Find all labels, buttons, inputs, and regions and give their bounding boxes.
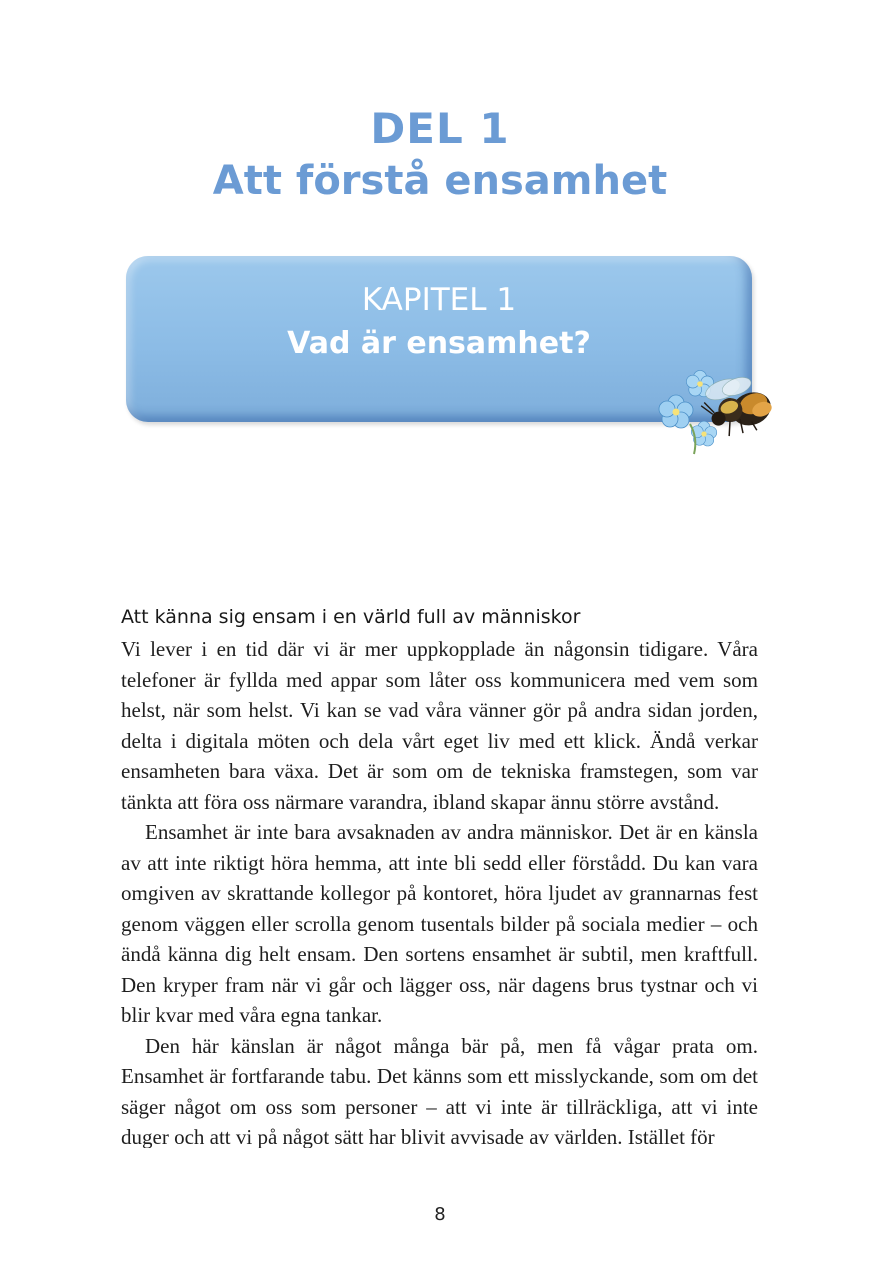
paragraph: Vi lever i en tid där vi är mer uppkopplade än någonsin tidigare. Våra telefoner är fyllda med appar som låter oss kommunicera med vem som helst, när som helst. Vi kan se vad våra vänner gör på andra sidan jorden, delta i digitala möten och dela vårt eget liv med ett klick. Ändå verkar ensamheten bara växa. Det är som om de tekniska framstegen, som var tänkta att föra oss närmare varandra, ibland skapar ännu större avstånd.	[121, 637, 758, 814]
part-title: Att förstå ensamhet	[212, 158, 668, 204]
page-number: 8	[434, 1204, 446, 1225]
paragraph: Den här känslan är något många bär på, men få vågar prata om. Ensamhet är fortfarande tabu. Det känns som ett misslyckande, som om det säger något om oss som personer – att vi inte är tillräckliga, att vi inte duger och att vi på något sätt har blivit avvisade av världen. Istället för	[121, 1033, 758, 1148]
part-number: DEL 1	[370, 104, 510, 153]
chapter-label: KAPITEL 1	[361, 282, 517, 318]
chapter-title: Vad är ensamhet?	[287, 326, 591, 361]
body-text	[121, 634, 758, 1148]
paragraph: Ensamhet är inte bara avsaknaden av andra människor. Det är en känsla av att inte riktigt höra hemma, att inte bli sedd eller förstådd. Du kan vara omgiven av skrattande kollegor på kontoret, höra ljudet av grannarnas fest genom väggen eller scrolla genom tusentals bilder på sociala medier – och ändå känna dig helt ensam. Den sortens ensamhet är subtil, men kraftfull. Den kryper fram när vi går och lägger oss, när dagens brus tystnar och vi blir kvar med våra egna tankar.	[121, 820, 758, 1027]
section-heading: Att känna sig ensam i en värld full av människor	[121, 606, 581, 628]
